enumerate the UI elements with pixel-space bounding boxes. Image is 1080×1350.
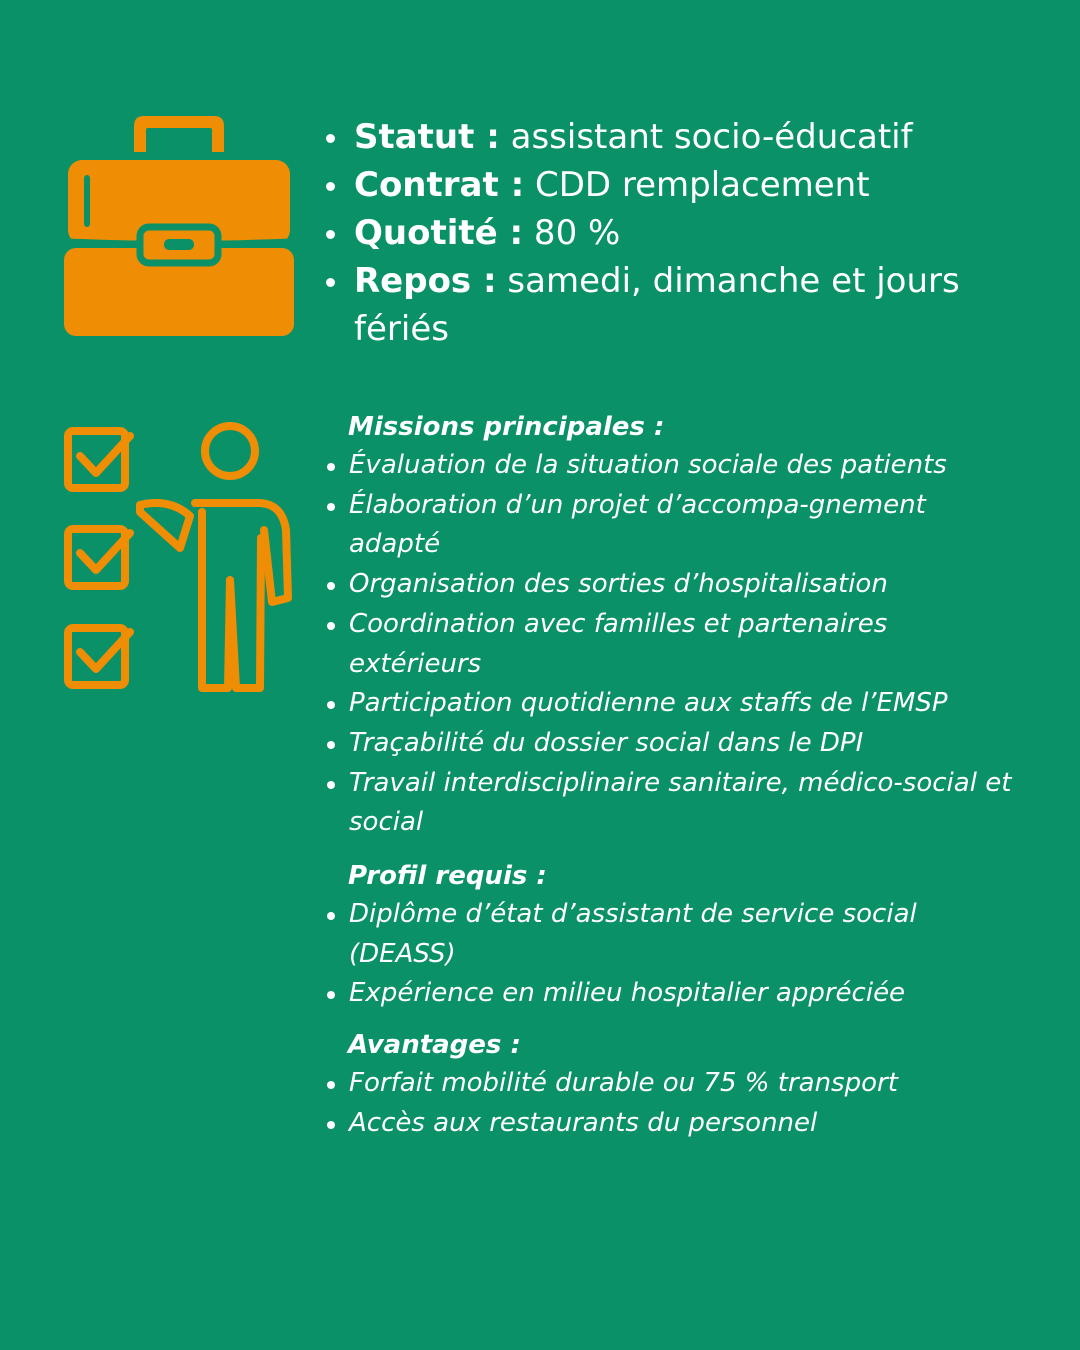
summary-value: 80 % [523, 213, 621, 253]
avantages-title: Avantages : [348, 1030, 521, 1061]
list-item: Élaboration d’un projet d’accompa-gnement adapté [322, 486, 1022, 565]
profil-list [322, 895, 1022, 1014]
summary-item-contrat [322, 161, 1042, 209]
summary-label: Contrat : [354, 165, 525, 205]
summary-item-statut [322, 113, 1042, 161]
summary-value: samedi, dimanche et jours fériés [354, 261, 960, 349]
summary-label: Repos : [354, 261, 497, 301]
profil-title: Profil requis : [348, 861, 547, 892]
summary-item-repos [322, 257, 1042, 353]
summary-value: assistant socio-éducatif [499, 117, 913, 157]
list-item: Traçabilité du dossier social dans le DPI [322, 724, 1022, 764]
list-item: Évaluation de la situation sociale des patients [322, 446, 1022, 486]
list-item: Accès aux restaurants du personnel [322, 1104, 1022, 1144]
list-item: Travail interdisciplinaire sanitaire, médico-social et social [322, 764, 1022, 843]
list-item: Organisation des sorties d’hospitalisation [322, 565, 1022, 605]
summary-item-quotite [322, 209, 1042, 257]
avantages-list [322, 1064, 1022, 1143]
summary-label: Quotité : [354, 213, 524, 253]
missions-list [322, 446, 1022, 843]
job-summary-list [322, 113, 1042, 353]
list-item: Diplôme d’état d’assistant de service social (DEASS) [322, 895, 1022, 974]
list-item: Participation quotidienne aux staffs de l’EMSP [322, 684, 1022, 724]
list-item: Forfait mobilité durable ou 75 % transport [322, 1064, 1022, 1104]
briefcase-icon [62, 114, 296, 338]
missions-title: Missions principales : [348, 412, 665, 442]
presenter-checklist-icon [60, 420, 296, 695]
list-item: Expérience en milieu hospitalier appréciée [322, 974, 1022, 1014]
summary-value: CDD remplacement [524, 165, 870, 205]
job-details [322, 408, 1022, 1144]
list-item: Coordination avec familles et partenaires extérieurs [322, 605, 1022, 684]
summary-label: Statut : [354, 117, 500, 157]
